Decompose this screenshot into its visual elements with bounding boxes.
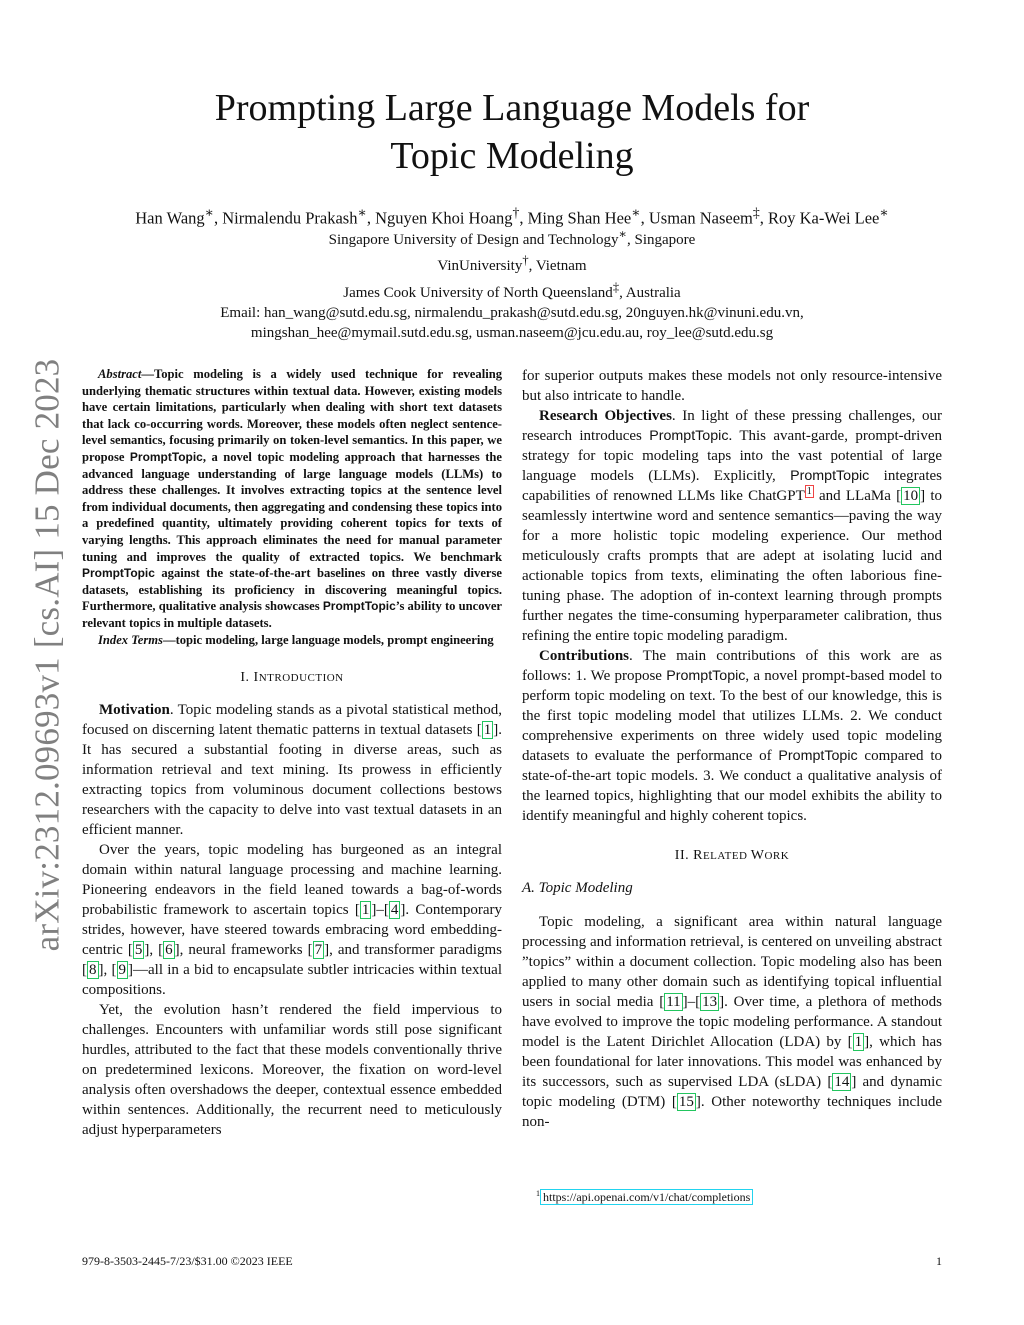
section-heading-related-work — [522, 846, 942, 866]
abstract — [82, 366, 502, 632]
text: Yet, the evolution hasn’t rendered the field impervious to challenges. Encounters with unfamiliar words still pose significant hurdles, attributed to the fact that these models conventionally thrive on predetermined lexicons. Moreover, the fixation on word-level analysis often overshadows the deeper, contextual essence embedded within sentences. Additionally, the recurrent need to meticulously adjust hyperparameters — [82, 1002, 502, 1139]
author: Ming Shan Hee — [527, 208, 632, 228]
author: Nguyen Khoi Hoang — [375, 208, 513, 228]
title-line-1: Prompting Large Language Models for — [214, 87, 810, 129]
paragraph-continued: for superior outputs makes these models not only resource-intensive but also intricate to handle. — [522, 368, 942, 404]
citation-link[interactable]: 14 — [834, 1074, 850, 1090]
affil-vin — [80, 250, 944, 276]
text: . Over time, a plethora of methods have evolved to improve the topic modeling performance. A standout model is the Latent Dirichlet Allocation (LDA) by — [522, 994, 942, 1050]
footnote-link[interactable]: 1 — [806, 486, 812, 497]
affil-mark: † — [522, 253, 529, 268]
author: Usman Naseem — [648, 208, 753, 228]
footnote-url-link[interactable]: https://api.openai.com/v1/chat/completions — [540, 1189, 753, 1205]
text: . Topic modeling stands as a pivotal statistical method, focused on discerning latent thematic patterns in textual datasets — [82, 702, 502, 739]
left-column — [82, 366, 502, 1140]
affil-mark: ∗ — [357, 205, 367, 220]
affil-name: VinUniversity — [437, 258, 523, 275]
affil-country: , Singapore — [627, 232, 696, 248]
paragraph-challenges — [82, 1000, 502, 1140]
paragraph-contributions — [522, 646, 942, 826]
paper-title — [100, 84, 924, 180]
section-cap: W — [750, 848, 765, 863]
author: Roy Ka-Wei Lee — [768, 208, 880, 228]
citation-link[interactable]: 9 — [118, 962, 126, 979]
affil-mark: ∗ — [631, 205, 641, 220]
author-list: Han Wang∗, Nirmalendu Prakash∗, Nguyen Khoi Hoang†, Ming Shan Hee∗, Usman Naseem‡, Roy Ka-Wei Lee∗ — [135, 205, 889, 228]
email-line-1: Email: han_wang@sutd.edu.sg, nirmalendu_prakash@sutd.edu.sg, 20nguyen.hk@vinuni.edu.vn, — [220, 304, 804, 321]
text: . The main contributions of this work are as follows: 1. We propose — [522, 648, 942, 684]
citation-link[interactable]: 15 — [678, 1094, 694, 1110]
affil-mark: ∗ — [618, 227, 628, 241]
copyright-footer: 979-8-3503-2445-7/23/$31.00 ©2023 IEEE — [82, 1254, 293, 1268]
text: . It has secured a substantial footing in diverse areas, such as information retrieval and text mining. Its prowess in efficiently extracting topics from voluminous document collections bestows researchers with the capacity to delve into vast textual datasets in an efficient manner. — [82, 722, 502, 839]
text: – — [687, 994, 696, 1010]
abstract-text: —Topic modeling is a widely used technique for revealing underlying thematic structures within textual data. However, existing models have certain limitations, particularly when dealing with short text datasets that lack co-occurring words. Moreover, these models often neglect sentence-level semantics, focusing primarily on token-level semantics. In this paper, we propose — [82, 367, 502, 464]
paragraph-history: Over the years, topic modeling has burgeoned as an integral domain within natural language processing and machine learning. Pioneering endeavors in the field leaned towards a bag-of-words probabilistic framework to ascertain topics [ 1 ]–[ 4 ]. Contemporary strides, however, have steered towards embracing word embedding-centric [ 5 ], [ 6 ], neural frameworks [ 7 ], and transformer paradigms [ 8 ], [ 9 ]—all in a bid to encapsulate subtler intricacies within textual compositions. — [82, 842, 502, 999]
citation-link[interactable]: 13 — [702, 994, 718, 1010]
affil-sutd — [80, 224, 944, 250]
section-cap: R — [693, 848, 703, 863]
subsection-heading: A. Topic Modeling — [522, 880, 633, 896]
paragraph-topic-modeling: Topic modeling, a significant area within natural language processing and information retrieval, is centered on unveiling abstract ”topics” within a document collection. Topic modeling also has been applied to many other domain such as identifying topical influential users in social media [ 11 ]–[ 13 ]. Over time, a plethora of methods have evolved to improve the topic modeling performance. A standout model is the Latent Dirichlet Allocation (LDA) by [ 1 ], which has been foundational for later innovations. This model was enhanced by its successors, such as supervised LDA (sLDA) [ 14 ] and dynamic topic modeling (DTM) [ 15 ]. Other noteworthy techniques include non- — [522, 914, 943, 1130]
affil-mark: ‡ — [752, 205, 760, 220]
index-terms-text: —topic modeling, large language models, prompt engineering — [162, 632, 494, 647]
text: integrates capabilities of renowned LLMs like ChatGPT — [522, 468, 942, 504]
footnote — [536, 1186, 753, 1205]
paragraph-research-objectives: Research Objectives. In light of these pressing challenges, our research introduces PromptTopic. This avant-garde, prompt-driven strategy for topic modeling taps into the vast potential of large language models (LLMs). Explicitly, PromptTopic integrates capabilities of renowned LLMs like ChatGPT $^1$ and LLaMa [ 10 ] to seamlessly intertwine word and sentence semantics—paving the way for a more holistic topic modeling experience. Our method meticulously crafts prompts that are adept at isolating lucid and actionable topics from texts, eliminating the often laborious fine-tuning phase. The adoption of in-context learning through prompts further negates the time-consuming hyperparameter calibration, thus refining the entire topic modeling paradigm. — [522, 408, 943, 644]
run-in-heading: Motivation — [99, 702, 170, 719]
method-name: PromptTopic — [790, 468, 870, 484]
text: and LLaMa — [813, 488, 897, 504]
section-number: II. — [674, 848, 694, 863]
citation-link[interactable]: 7 — [314, 942, 323, 959]
method-name: PromptTopic — [129, 449, 203, 464]
text: , a novel prompt-based model to perform topic modeling on text. To the best of our knowledge, this is the first topic modeling model that utilizes LLMs. 2. We conduct comprehensive experiments on three widely used topic modeling datasets to evaluate the performance of — [522, 668, 942, 764]
run-in-heading: Research Objectives — [539, 408, 672, 424]
page-number: 1 — [936, 1254, 942, 1268]
affil-country: , Australia — [619, 284, 681, 301]
index-terms-label: Index Terms — [98, 632, 163, 647]
abstract-label: Abstract — [98, 367, 142, 381]
section-heading-introduction — [82, 668, 502, 688]
footnote-number: 1 — [536, 1189, 540, 1198]
citation-link[interactable]: 8 — [89, 962, 97, 979]
abstract-text: ’s ability to uncover relevant topics in multiple datasets. — [82, 599, 502, 630]
citation-link[interactable]: 6 — [165, 942, 173, 959]
title-line-2: Topic Modeling — [390, 135, 634, 177]
section-rest: NTRODUCTION — [258, 672, 344, 685]
text: . Other noteworthy techniques include non- — [522, 1094, 942, 1130]
method-name: PromptTopic — [322, 599, 396, 614]
abstract-text: against the state-of-the-art baselines on three vastly diverse datasets, establishing its proficiency in discovering meaningful topics. Furthermore, qualitative analysis showcases — [82, 566, 502, 614]
text: . In light of these pressing challenges, our research introduces — [522, 408, 942, 444]
affil-jcu — [80, 277, 944, 303]
text: —all in a bid to encapsulate subtler intricacies within textual compositions. — [82, 962, 502, 999]
index-terms — [82, 632, 502, 649]
text: , neural frameworks — [179, 942, 308, 959]
abstract-text: , a novel topic modeling approach that harnesses the advanced language understanding of large language models (LLMs) to address these challenges. It involves extracting topics at the sentence level from individual documents, then aggregating and condensing these topics into a predefined quantity, ultimately providing coherent topics for texts of varying lengths. This approach eliminates the need for manual parameter tuning and improves the quality of extracted topics. We benchmark — [82, 449, 502, 564]
arxiv-watermark — [20, 360, 74, 950]
affil-mark: ∗ — [204, 205, 215, 220]
affil-mark: ∗ — [879, 205, 889, 220]
text: , and transformer paradigms — [329, 942, 502, 959]
text: compared to state-of-the-art topic models. 3. We conduct a qualitative analysis of the learned topics, highlighting that our model exhibits the ability to identify meaningful and highly coherent topics. — [522, 748, 942, 824]
affil-mark: ‡ — [612, 279, 620, 294]
citation-link[interactable]: 4 — [390, 902, 399, 919]
section-number: I. — [240, 670, 254, 686]
citation-link[interactable]: 11 — [666, 994, 681, 1010]
arxiv-id: arXiv:2312.09693v1 [cs.AI] 15 Dec 2023 — [27, 358, 67, 952]
right-column — [522, 366, 942, 1132]
section-cap: I — [253, 670, 259, 686]
text: and dynamic topic modeling (DTM) — [522, 1074, 943, 1110]
section-rest: ELATED — [702, 850, 751, 862]
text: . This avant-garde, prompt-driven strategy for topic modeling taps into the vast potential of large language models (LLMs). Explicitly, — [522, 428, 942, 484]
citation-link[interactable]: 1 — [854, 1034, 863, 1050]
text: Topic modeling, a significant area within natural language processing and information retrieval, is centered on unveiling abstract ”topics” within a document collection. Topic modeling also has been applied to many other domain such as identifying topical influential users in social media — [522, 914, 942, 1010]
section-rest: ORK — [764, 850, 790, 862]
text: , which has been foundational for later innovations. This model was enhanced by its successors, such as supervised LDA (sLDA) — [522, 1034, 942, 1090]
text: to seamlessly intertwine word and sentence semantics—paving the way for a more holistic topic modeling experience. Our method meticulously crafts prompts that are adept at isolating lucid and actionable topics from texts, eliminating the often laborious fine-tuning phase. The adoption of in-context learning through prompts further negates the time-consuming hyperparameter calibration, thus refining the entire topic modeling paradigm. — [522, 488, 943, 644]
method-name: PromptTopic — [666, 668, 746, 684]
citation-link[interactable]: 10 — [903, 488, 919, 504]
affil-country: , Vietnam — [528, 258, 587, 275]
affil-name: James Cook University of North Queensland — [343, 284, 613, 301]
email-line-2: mingshan_hee@mymail.sutd.edu.sg, usman.naseem@jcu.edu.au, roy_lee@sutd.edu.sg — [250, 325, 774, 342]
citation-link[interactable]: 1 — [483, 722, 492, 739]
citation-link[interactable]: 5 — [134, 942, 143, 959]
paragraph-motivation: Motivation. Topic modeling stands as a pivotal statistical method, focused on discerning latent thematic patterns in textual datasets [ 1 ]. It has secured a substantial footing in diverse areas, such as information retrieval and text mining. Its prowess in efficiently extracting topics from voluminous document collections bestows researchers with the capacity to delve into vast textual datasets in an efficient manner. — [82, 702, 502, 839]
method-name: PromptTopic — [649, 428, 729, 444]
affil-name: Singapore University of Design and Technology — [328, 232, 619, 248]
citation-link[interactable]: 1 — [361, 902, 370, 919]
run-in-heading: Contributions — [539, 648, 630, 664]
method-name: PromptTopic — [778, 748, 858, 764]
author: Nirmalendu Prakash — [222, 208, 358, 228]
method-name: PromptTopic — [82, 566, 155, 581]
author: Han Wang — [135, 208, 205, 228]
text: . Contemporary strides, however, have steered towards embracing word embedding-centric — [82, 902, 502, 959]
affiliations — [80, 224, 944, 343]
affil-mark: † — [512, 205, 520, 220]
text: Over the years, topic modeling has burgeoned as an integral domain within natural language processing and machine learning. Pioneering endeavors in the field leaned towards a bag-of-words probabilistic framework to ascertain topics — [82, 842, 502, 919]
